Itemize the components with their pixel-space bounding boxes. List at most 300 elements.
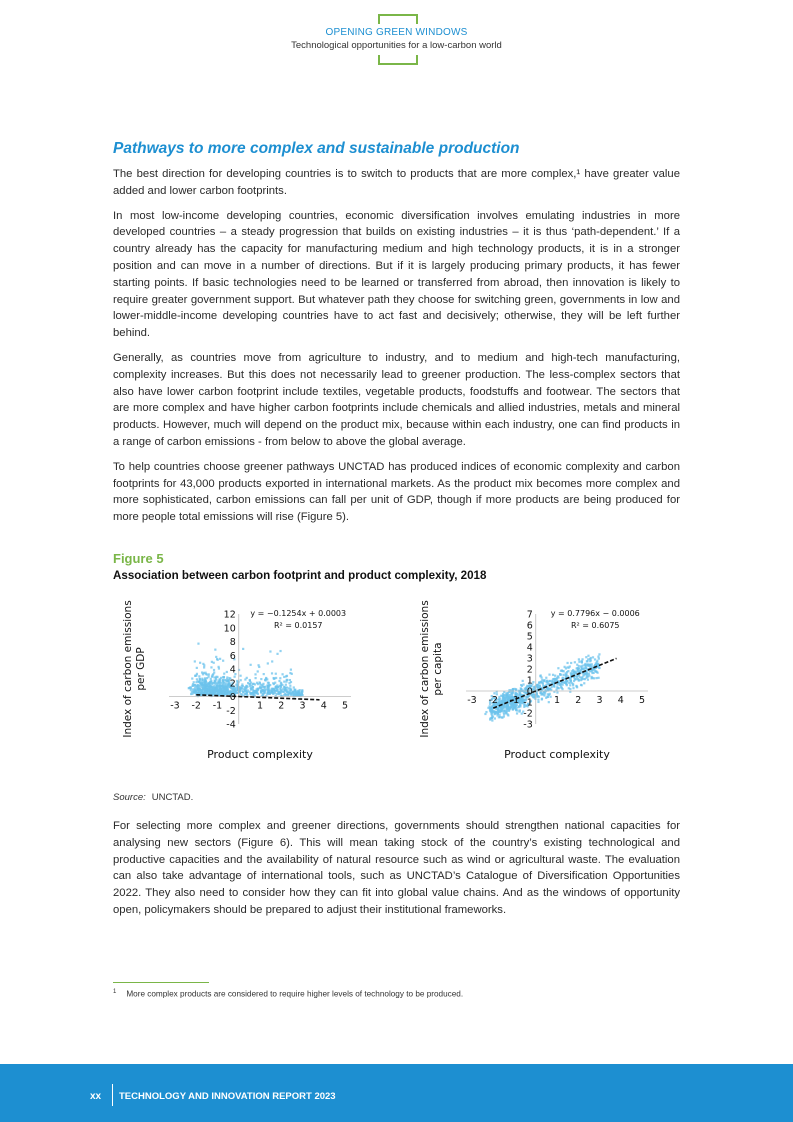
paragraph-2: In most low-income developing countries, economic diversification involves emulating industries in more developed countries – a steady progression that builds on existing industries – it is thus ‘path-dependent.’ If a country already has the capacity for manufacturing medium and high technology products, it is in a stronger position and can move in a number of directions. But if it is largely producing primary products, it has fewer starting points. If basic technologies need to be learned or transferred from abroad, then innovation is likely to require greater government support. But whatever path they choose for switching green, governments in low and lower-middle-income developing countries have to act fast and decisively; otherwise, they will be left further behind.	[113, 209, 680, 340]
source-value: UNCTAD.	[151, 792, 194, 803]
scatter-point	[567, 670, 569, 672]
scatter-point	[552, 678, 554, 680]
scatter-point	[498, 716, 500, 718]
scatter-point	[572, 687, 574, 689]
scatter-point	[569, 684, 571, 686]
scatter-point	[212, 686, 214, 688]
y-tick-label: 6	[526, 620, 533, 632]
scatter-point	[575, 675, 577, 677]
x-tick-label: 1	[553, 695, 561, 706]
scatter-point	[259, 684, 261, 686]
scatter-point	[503, 700, 505, 702]
scatter-point	[587, 655, 589, 657]
scatter-point	[485, 711, 487, 713]
scatter-point	[276, 653, 278, 655]
scatter-point	[241, 694, 243, 696]
scatter-point	[260, 678, 262, 680]
scatter-point	[223, 673, 225, 675]
scatter-point	[556, 691, 558, 693]
scatter-point	[281, 673, 283, 675]
scatter-point	[540, 694, 542, 696]
x-axis-label: Product complexity	[504, 748, 610, 761]
scatter-point	[245, 686, 247, 688]
scatter-point	[537, 701, 539, 703]
figure-label: Figure 5	[113, 551, 164, 566]
scatter-point	[539, 675, 541, 677]
scatter-point	[503, 713, 505, 715]
scatter-point	[236, 686, 238, 688]
scatter-point	[222, 687, 224, 689]
scatter-point	[516, 712, 518, 714]
scatter-point	[548, 674, 550, 676]
scatter-point	[216, 693, 218, 695]
scatter-point	[592, 656, 594, 658]
scatter-point	[598, 653, 600, 655]
y-tick-label: 6	[229, 650, 236, 662]
scatter-point	[219, 690, 221, 692]
footnote-text: More complex products are considered to require higher levels of technology to be produced.	[126, 989, 464, 999]
scatter-point	[597, 663, 599, 665]
scatter-point	[572, 684, 574, 686]
scatter-point	[502, 697, 504, 699]
scatter-point	[203, 681, 205, 683]
y-tick-label: 7	[526, 609, 533, 621]
scatter-point	[503, 710, 505, 712]
scatter-point	[594, 658, 596, 660]
scatter-point	[192, 685, 194, 687]
scatter-point	[219, 678, 221, 680]
scatter-point	[194, 688, 196, 690]
scatter-point	[213, 662, 215, 664]
scatter-point	[519, 704, 521, 706]
y-axis-label: Index of carbon emissions	[122, 600, 134, 738]
scatter-point	[508, 709, 510, 711]
scatter-point	[569, 688, 571, 690]
scatter-point	[543, 694, 545, 696]
scatter-point	[289, 679, 291, 681]
scatter-point	[581, 660, 583, 662]
y-tick-label: -1	[523, 697, 533, 709]
scatter-point	[542, 682, 544, 684]
x-axis-label: Product complexity	[207, 748, 313, 761]
scatter-point	[545, 677, 547, 679]
scatter-point	[556, 683, 558, 685]
scatter-point	[257, 664, 259, 666]
second-section	[113, 818, 680, 927]
scatter-point	[504, 698, 506, 700]
scatter-point	[196, 684, 198, 686]
scatter-point	[547, 693, 549, 695]
scatter-point	[268, 692, 270, 694]
scatter-point	[261, 689, 263, 691]
scatter-point	[208, 673, 210, 675]
scatter-point	[198, 688, 200, 690]
scatter-point	[214, 681, 216, 683]
scatter-point	[280, 686, 282, 688]
scatter-point	[217, 659, 219, 661]
scatter-point	[226, 676, 228, 678]
scatter-point	[205, 672, 207, 674]
scatter-point	[247, 689, 249, 691]
y-axis-label: Index of carbon emissions	[419, 600, 431, 738]
scatter-point	[562, 674, 564, 676]
scatter-point	[562, 684, 564, 686]
scatter-point	[257, 689, 259, 691]
scatter-point	[598, 667, 600, 669]
scatter-point	[271, 688, 273, 690]
r-squared: R² = 0.6075	[570, 621, 620, 630]
scatter-point	[246, 677, 248, 679]
scatter-point	[199, 679, 201, 681]
scatter-point	[585, 667, 587, 669]
scatter-point	[555, 689, 557, 691]
scatter-point	[264, 686, 266, 688]
r-squared: R² = 0.0157	[273, 621, 323, 630]
scatter-point	[293, 693, 295, 695]
footnote	[113, 989, 463, 999]
scatter-point	[283, 676, 285, 678]
scatter-point	[541, 679, 543, 681]
scatter-point	[223, 682, 225, 684]
page-number: xx	[90, 1091, 102, 1102]
scatter-point	[542, 685, 544, 687]
scatter-point	[289, 692, 291, 694]
scatter-point	[281, 684, 283, 686]
footer-report-title: TECHNOLOGY AND INNOVATION REPORT 2023	[119, 1091, 336, 1102]
scatter-point	[587, 675, 589, 677]
scatter-point	[263, 673, 265, 675]
scatter-point	[282, 690, 284, 692]
scatter-point	[549, 693, 551, 695]
scatter-point	[273, 683, 275, 685]
scatter-point	[583, 674, 585, 676]
scatter-point	[191, 677, 193, 679]
source-label: Source:	[113, 792, 146, 803]
scatter-point	[494, 713, 496, 715]
scatter-point	[286, 679, 288, 681]
y-tick-label: 10	[223, 623, 236, 635]
scatter-point	[215, 656, 217, 658]
y-tick-label: 2	[229, 678, 236, 690]
y-tick-label: 0	[526, 686, 533, 698]
scatter-point	[288, 687, 290, 689]
scatter-point	[266, 678, 268, 680]
scatter-point	[210, 666, 212, 668]
scatter-point	[558, 687, 560, 689]
scatter-point	[208, 676, 210, 678]
scatter-point	[578, 661, 580, 663]
x-tick-label: 1	[256, 700, 264, 712]
figure-title: Association between carbon footprint and product complexity, 2018	[113, 569, 487, 582]
scatter-point	[205, 688, 207, 690]
scatter-point	[584, 664, 586, 666]
x-tick-label: 4	[617, 695, 624, 706]
paragraph-5: For selecting more complex and greener directions, governments should strengthen national capacities for analysing new sectors (Figure 6). This will mean taking stock of the country’s existing technological and productive capacities and the availability of natural resource such as wind or agricultural waste. The evaluation can also take advantage of international tools, such as UNCTAD’s Catalogue of Diversification Opportunities 2022. They also need to consider how they can fit into global value chains. And as the windows of opportunity open, policymakers should be prepared to adjust their institutional frameworks.	[113, 820, 680, 916]
scatter-point	[578, 658, 580, 660]
y-tick-label: 0	[229, 692, 236, 703]
scatter-point	[224, 689, 226, 691]
scatter-point	[520, 694, 522, 696]
scatter-point	[501, 717, 503, 719]
scatter-point	[543, 680, 545, 682]
scatter-point	[301, 694, 303, 696]
footnote-mark: 1	[113, 989, 117, 995]
scatter-point	[598, 657, 600, 659]
scatter-point	[198, 675, 200, 677]
scatter-point	[284, 688, 286, 690]
scatter-point	[579, 676, 581, 678]
y-tick-label: 4	[526, 642, 533, 654]
scatter-point	[207, 689, 209, 691]
scatter-point	[502, 693, 504, 695]
scatter-point	[545, 697, 547, 699]
scatter-points	[188, 643, 304, 698]
scatter-point	[498, 696, 500, 698]
scatter-point	[193, 681, 195, 683]
scatter-point	[262, 685, 264, 687]
scatter-point	[290, 669, 292, 671]
scatter-point	[269, 650, 271, 652]
scatter-point	[505, 712, 507, 714]
x-tick-label: -2	[488, 695, 498, 706]
scatter-point	[262, 683, 264, 685]
scatter-point	[240, 679, 242, 681]
scatter-point	[589, 664, 591, 666]
scatter-point	[299, 689, 301, 691]
scatter-point	[222, 660, 224, 662]
scatter-point	[536, 684, 538, 686]
scatter-point	[581, 684, 583, 686]
paragraph-3: Generally, as countries move from agriculture to industry, and to medium and high-tech manufacturing, complexity increases. But this does not necessarily lead to greener production. The less-complex sectors that also have lower carbon footprint include textiles, vegetable products, foodstuffs and footwear. The sectors that are more complex and have higher carbon footprints include chemicals and allied industries, metals and mineral products. However, much will depend on the product mix, because within each industry, one can find products in a range of carbon emissions - from below to above the global average.	[113, 351, 680, 448]
scatter-point	[504, 705, 506, 707]
scatter-point	[273, 677, 275, 679]
paragraph-1: The best direction for developing countries is to switch to products that are more complex,¹ have greater value added and lower carbon footprints.	[113, 168, 680, 197]
scatter-point	[241, 690, 243, 692]
scatter-point	[569, 665, 571, 667]
chart-right	[410, 600, 690, 775]
scatter-point	[550, 689, 552, 691]
scatter-point	[515, 709, 517, 711]
scatter-point	[287, 694, 289, 696]
scatter-point	[586, 660, 588, 662]
scatter-point	[195, 681, 197, 683]
scatter-point	[277, 689, 279, 691]
scatter-point	[565, 667, 567, 669]
scatter-point	[284, 693, 286, 695]
scatter-point	[495, 711, 497, 713]
scatter-point	[249, 693, 251, 695]
scatter-point	[573, 671, 575, 673]
scatter-point	[207, 686, 209, 688]
scatter-point	[293, 686, 295, 688]
scatter-point	[489, 718, 491, 720]
scatter-point	[254, 673, 256, 675]
scatter-point	[245, 689, 247, 691]
scatter-point	[560, 686, 562, 688]
scatter-point	[537, 699, 539, 701]
scatter-point	[597, 677, 599, 679]
scatter-point	[570, 662, 572, 664]
scatter-point	[538, 685, 540, 687]
scatter-point	[491, 719, 493, 721]
y-tick-label: 3	[526, 653, 533, 665]
scatter-point	[201, 682, 203, 684]
scatter-point	[209, 681, 211, 683]
scatter-point	[585, 656, 587, 658]
scatter-point	[246, 692, 248, 694]
scatter-point	[198, 690, 200, 692]
scatter-point	[202, 663, 204, 665]
scatter-point	[565, 672, 567, 674]
scatter-point	[210, 689, 212, 691]
figure-source	[113, 792, 193, 803]
scatter-point	[216, 689, 218, 691]
scatter-point	[484, 713, 486, 715]
scatter-point	[268, 682, 270, 684]
scatter-point	[194, 660, 196, 662]
scatter-point	[576, 667, 578, 669]
scatter-point	[211, 691, 213, 693]
scatter-point	[267, 662, 269, 664]
scatter-point	[553, 686, 555, 688]
x-tick-label: -3	[467, 695, 477, 706]
scatter-point	[576, 664, 578, 666]
scatter-point	[188, 687, 190, 689]
x-tick-label: 3	[299, 700, 306, 712]
x-tick-label: 2	[575, 695, 582, 706]
scatter-point	[222, 693, 224, 695]
y-tick-label: 2	[526, 664, 533, 676]
scatter-point	[191, 693, 193, 695]
scatter-point	[593, 677, 595, 679]
scatter-point	[272, 691, 274, 693]
y-tick-label: -2	[226, 705, 236, 717]
scatter-point	[597, 655, 599, 657]
scatter-point	[301, 690, 303, 692]
scatter-point	[520, 684, 522, 686]
scatter-point	[252, 692, 254, 694]
scatter-point	[279, 677, 281, 679]
header-bracket-bottom	[378, 55, 418, 65]
scatter-point	[275, 673, 277, 675]
y-tick-label: 4	[229, 664, 236, 676]
footer-divider	[112, 1084, 113, 1106]
scatter-point	[283, 681, 285, 683]
scatter-point	[489, 708, 491, 710]
scatter-point	[217, 666, 219, 668]
y-tick-label: 8	[229, 637, 236, 648]
scatter-point	[190, 687, 192, 689]
scatter-point	[220, 685, 222, 687]
scatter-point	[196, 667, 198, 669]
y-axis-label-line2: per GDP	[135, 647, 147, 691]
scatter-point	[217, 685, 219, 687]
scatter-point	[512, 708, 514, 710]
scatter-point	[193, 691, 195, 693]
scatter-point	[522, 680, 524, 682]
scatter-chart-per-gdp	[113, 600, 393, 770]
scatter-point	[253, 683, 255, 685]
scatter-point	[212, 689, 214, 691]
scatter-point	[581, 678, 583, 680]
scatter-point	[267, 687, 269, 689]
scatter-point	[571, 670, 573, 672]
x-tick-label: -1	[212, 700, 223, 712]
scatter-point	[199, 685, 201, 687]
scatter-point	[279, 688, 281, 690]
scatter-point	[507, 706, 509, 708]
scatter-point	[202, 688, 204, 690]
scatter-point	[257, 683, 259, 685]
scatter-point	[197, 643, 199, 645]
scatter-point	[267, 689, 269, 691]
scatter-point	[596, 660, 598, 662]
scatter-point	[255, 691, 257, 693]
scatter-point	[515, 707, 517, 709]
footnote-rule	[113, 982, 209, 983]
x-tick-label: 4	[320, 700, 327, 712]
scatter-point	[224, 684, 226, 686]
scatter-point	[566, 680, 568, 682]
scatter-point	[563, 670, 565, 672]
scatter-point	[252, 686, 254, 688]
scatter-point	[223, 676, 225, 678]
scatter-point	[548, 701, 550, 703]
scatter-point	[566, 662, 568, 664]
scatter-point	[569, 680, 571, 682]
scatter-point	[559, 682, 561, 684]
scatter-point	[595, 677, 597, 679]
scatter-point	[290, 689, 292, 691]
scatter-point	[498, 710, 500, 712]
scatter-points	[484, 653, 603, 721]
scatter-point	[294, 689, 296, 691]
scatter-point	[219, 658, 221, 660]
scatter-point	[576, 670, 578, 672]
scatter-point	[578, 680, 580, 682]
scatter-point	[576, 686, 578, 688]
y-axis-label-line2: per capita	[432, 642, 444, 696]
scatter-point	[242, 685, 244, 687]
trend-equation: y = 0.7796x − 0.0006	[550, 609, 640, 618]
scatter-point	[277, 686, 279, 688]
scatter-point	[518, 710, 520, 712]
scatter-point	[242, 648, 244, 650]
scatter-point	[298, 694, 300, 696]
scatter-point	[493, 710, 495, 712]
scatter-point	[250, 664, 252, 666]
scatter-point	[201, 690, 203, 692]
main-section	[113, 140, 680, 534]
scatter-point	[210, 678, 212, 680]
y-tick-label: 5	[526, 631, 533, 643]
scatter-point	[506, 692, 508, 694]
scatter-point	[271, 660, 273, 662]
scatter-point	[289, 685, 291, 687]
scatter-point	[201, 671, 203, 673]
scatter-point	[270, 692, 272, 694]
x-tick-label: -1	[509, 695, 520, 706]
scatter-point	[224, 693, 226, 695]
scatter-point	[566, 684, 568, 686]
paragraph-4: To help countries choose greener pathways UNCTAD has produced indices of economic complexity and carbon footprints for 43,000 products exported in international markets. As the product mix becomes more complex and more sophisticated, carbon emissions can fall per unit of GDP, though if more products are being produced for more people total emissions will rise (Figure 5).	[113, 460, 680, 524]
scatter-point	[539, 681, 541, 683]
x-tick-label: 3	[596, 695, 603, 706]
scatter-point	[226, 671, 228, 673]
scatter-point	[548, 680, 550, 682]
scatter-point	[560, 674, 562, 676]
scatter-point	[551, 686, 553, 688]
